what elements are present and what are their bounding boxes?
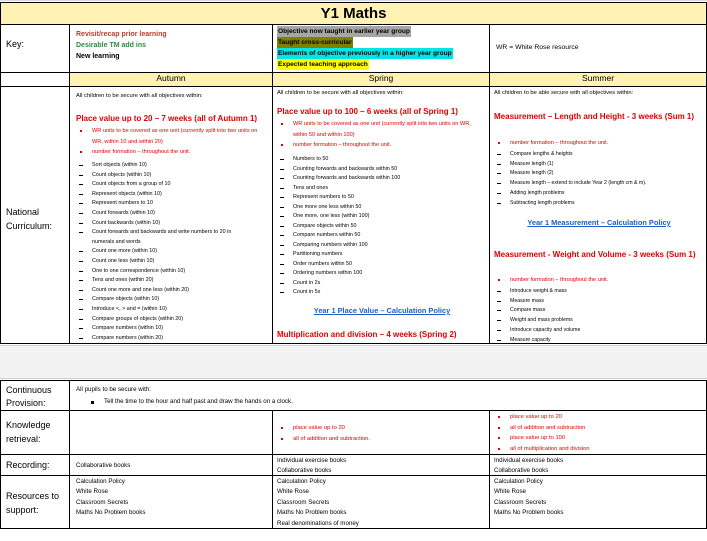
recording-autumn-item: Collaborative books xyxy=(76,462,131,469)
knowledge-summer-item: place value up to 100 xyxy=(494,433,590,444)
knowledge-summer-item: all of addition and subtraction xyxy=(494,423,590,434)
recording-label-cell xyxy=(0,454,70,476)
nc-label: National Curriculum: xyxy=(6,207,53,231)
term-summer: Summer xyxy=(489,72,707,87)
autumn-item: Count one less (within 10) xyxy=(76,257,266,267)
resources-spring-item: Real denominations of money xyxy=(277,519,359,527)
resources-spring-item: Maths No Problem books xyxy=(277,509,347,517)
top-border xyxy=(0,0,707,1)
resources-summer-item: Calculation Policy xyxy=(494,478,543,485)
key-higher: Elements of objective previously in a higher year group xyxy=(278,50,452,57)
spring-item: Count in 2s xyxy=(277,279,487,289)
autumn-item: Compare groups of objects (within 20) xyxy=(76,315,266,325)
recording-summer xyxy=(489,454,707,476)
autumn-note: number formation – throughout the unit. xyxy=(76,147,266,158)
key-col2 xyxy=(272,24,490,73)
knowledge-spring-list xyxy=(277,423,370,444)
autumn-notes xyxy=(76,126,266,158)
knowledge-summer-item: place value up to 20 xyxy=(494,412,590,423)
resources-summer-item: Classroom Secrets xyxy=(494,498,547,506)
continuous-intro: All pupils to be secure with: xyxy=(76,386,151,393)
recording-summer-item: Individual exercise books xyxy=(494,457,564,464)
recording-spring-item: Collaborative books xyxy=(277,467,332,474)
spring-heading: Place value up to 100 – 6 weeks (all of Spring 1) xyxy=(277,107,458,116)
key-wr: WR = White Rose resource xyxy=(496,44,579,51)
spring-heading2: Multiplication and division – 4 weeks (Spring 2) xyxy=(277,330,457,339)
recording-autumn xyxy=(69,454,273,476)
spring-item: Represent numbers to 50 xyxy=(277,193,487,203)
autumn-item: Represent objects (within 10) xyxy=(76,190,266,200)
autumn-item: Introduce <, > and = (within 10) xyxy=(76,305,266,315)
knowledge-spring xyxy=(272,410,490,455)
spring-item: Compare numbers within 50 xyxy=(277,231,487,241)
spring-items xyxy=(277,155,487,298)
key-col1 xyxy=(69,24,273,73)
spring-item: Tens and ones xyxy=(277,184,487,194)
summer-item: Measure length – extend to include Year 2 (length cm & m). xyxy=(494,179,704,189)
autumn-item: Count objects from a group of 10 xyxy=(76,180,266,190)
resources-spring-item: Calculation Policy xyxy=(277,478,326,485)
autumn-items xyxy=(76,161,266,343)
term-header-blank xyxy=(0,72,70,87)
summer-item: Subtracting length problems xyxy=(494,199,704,209)
spring-item: Numbers to 50 xyxy=(277,155,487,165)
key-revisit: Revisit/recap prior learning xyxy=(76,31,167,38)
autumn-intro: All children to be secure with all objectives within: xyxy=(76,93,203,99)
spring-item: Count in 5s xyxy=(277,288,487,298)
knowledge-spring-item: all of addition and subtraction. xyxy=(277,434,370,445)
summer-item: Adding length problems xyxy=(494,189,704,199)
continuous-item: Tell the time to the hour and half past and draw the hands on a clock. xyxy=(88,397,293,407)
autumn-item: Count forwards and backwards and write numbers to 20 in numerals and words xyxy=(76,228,266,247)
continuous-label-cell xyxy=(0,380,70,411)
spring-item: Order numbers within 50 xyxy=(277,260,487,270)
autumn-item: Compare objects (within 10) xyxy=(76,295,266,305)
recording-spring xyxy=(272,454,490,476)
page-title: Y1 Maths xyxy=(0,2,707,25)
knowledge-label: Knowledge retrieval: xyxy=(6,420,51,444)
autumn-item: Sort objects (within 10) xyxy=(76,161,266,171)
spring-item: Ordering numbers within 100 xyxy=(277,269,487,279)
summer-item: Measure length (1) xyxy=(494,160,704,170)
knowledge-label-cell xyxy=(0,410,70,455)
summer-item2: Introduce capacity and volume xyxy=(494,326,704,336)
summer-notes2 xyxy=(494,275,704,285)
key-desirable: Desirable TM add ins xyxy=(76,42,147,49)
autumn-item: Compare numbers (within 20) xyxy=(76,334,266,344)
autumn-item: Count forwards (within 10) xyxy=(76,209,266,219)
key-label-cell xyxy=(0,24,70,73)
autumn-item: Represent numbers to 10 xyxy=(76,199,266,209)
knowledge-spring-item: place value up to 20 xyxy=(277,423,370,434)
spring-item: Compare objects within 50 xyxy=(277,222,487,232)
autumn-item: Compare numbers (within 10) xyxy=(76,324,266,334)
key-cross: Taught cross-curricular xyxy=(278,39,352,46)
spring-item: Comparing numbers within 100 xyxy=(277,241,487,251)
knowledge-autumn xyxy=(69,410,273,455)
summer-item2: Measure capacity xyxy=(494,336,704,344)
summer-heading2: Measurement - Weight and Volume - 3 weeks (Sum 1) xyxy=(494,250,696,259)
recording-spring-item: Individual exercise books xyxy=(277,457,347,464)
spring-policy-link[interactable]: Year 1 Place Value – Calculation Policy xyxy=(313,306,451,315)
summer-item: Measure length (2) xyxy=(494,169,704,179)
resources-label: Resources to support: xyxy=(6,491,60,515)
resources-autumn-item: Calculation Policy xyxy=(76,478,125,485)
resources-spring-item: Classroom Secrets xyxy=(277,498,330,506)
spring-intro: All children to be secure with all objectives within: xyxy=(277,90,404,96)
summer-items xyxy=(494,150,704,208)
summer-items2 xyxy=(494,287,704,344)
resources-spring xyxy=(272,475,490,529)
continuous-content xyxy=(69,380,707,411)
recording-summer-item: Collaborative books xyxy=(494,467,549,474)
term-spring: Spring xyxy=(272,72,490,87)
page-gap xyxy=(0,345,707,379)
spring-notes xyxy=(277,119,487,151)
autumn-item: One to one correspondence (within 10) xyxy=(76,267,266,277)
key-expected: Expected teaching approach xyxy=(278,61,368,68)
spring-item: One more one less within 50 xyxy=(277,203,487,213)
key-earlier: Objective now taught in earlier year group xyxy=(278,28,410,35)
autumn-item: Tens and ones (within 20) xyxy=(76,276,266,286)
autumn-item: Count backwards (within 10) xyxy=(76,219,266,229)
nc-summer xyxy=(489,86,707,344)
summer-heading: Measurement – Length and Height - 3 weeks (Sum 1) xyxy=(494,112,695,121)
knowledge-summer-list xyxy=(494,412,590,454)
summer-item2: Compare mass xyxy=(494,306,704,316)
spring-item: Counting forwards and backwards within 100 xyxy=(277,174,487,184)
spring-item: One more, one less (within 100) xyxy=(277,212,487,222)
continuous-label: Continuous Provision: xyxy=(6,385,52,408)
knowledge-summer xyxy=(489,410,707,455)
resources-autumn-item: Maths No Problem books xyxy=(76,509,146,517)
summer-policy-link[interactable]: Year 1 Measurement – Calculation Policy xyxy=(527,218,671,227)
autumn-item: Count one more (within 10) xyxy=(76,247,266,257)
key-new: New learning xyxy=(76,53,120,60)
nc-spring xyxy=(272,86,490,344)
autumn-heading: Place value up to 20 – 7 weeks (all of Autumn 1) xyxy=(76,114,258,123)
recording-label: Recording: xyxy=(6,460,50,470)
continuous-list xyxy=(88,397,293,407)
summer-intro: All children to be able secure with all objectives within: xyxy=(494,90,634,96)
resources-autumn-item: White Rose xyxy=(76,488,108,496)
summer-item2: Introduce weight & mass xyxy=(494,287,704,297)
summer-notes xyxy=(494,138,704,148)
spring-item: Partitioning numbers xyxy=(277,250,487,260)
resources-summer-item: Maths No Problem books xyxy=(494,509,564,517)
resources-spring-item: White Rose xyxy=(277,488,309,496)
knowledge-summer-item: all of multiplication and division xyxy=(494,444,590,455)
resources-autumn xyxy=(69,475,273,529)
resources-label-cell xyxy=(0,475,70,529)
resources-summer xyxy=(489,475,707,529)
autumn-note: WR units to be covered as one unit (currently split into two units on WR, within 10 and within 20) xyxy=(76,126,266,147)
autumn-item: Count objects (within 10) xyxy=(76,171,266,181)
spring-note: WR units to be covered as one unit (currently split into two units on WR, within 50 and within 100) xyxy=(277,119,487,140)
summer-note2: number formation – throughout the unit. xyxy=(494,275,704,285)
summer-note: number formation – throughout the unit. xyxy=(494,138,704,148)
spring-item: Counting forwards and backwards within 50 xyxy=(277,165,487,175)
resources-autumn-item: Classroom Secrets xyxy=(76,498,129,506)
summer-item2: Weight and mass problems xyxy=(494,316,704,326)
autumn-item: Count one more and one less (within 20) xyxy=(76,286,266,296)
term-autumn: Autumn xyxy=(69,72,273,87)
spring-note: number formation – throughout the unit. xyxy=(277,140,487,151)
summer-item: Compare lengths & heights xyxy=(494,150,704,160)
summer-item2: Measure mass xyxy=(494,297,704,307)
key-col3 xyxy=(489,24,707,73)
resources-summer-item: White Rose xyxy=(494,488,526,496)
nc-autumn xyxy=(69,86,273,344)
key-label: Key: xyxy=(6,39,25,49)
nc-label-cell xyxy=(0,86,70,344)
